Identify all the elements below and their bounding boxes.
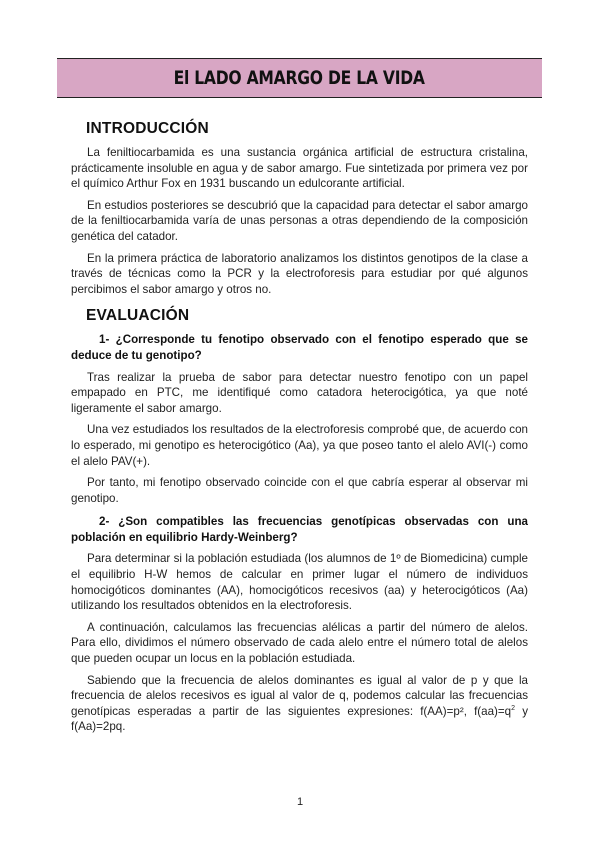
document-title: El LADO AMARGO DE LA VIDA xyxy=(173,67,426,89)
answer-1-paragraph-2: Una vez estudiados los resultados de la electroforesis comprobé que, de acuerdo con lo esperado, mi genotipo es heterocigótico (Aa), ya que poseo tanto el alelo AVI(-) como el alelo PAV(+). xyxy=(71,423,528,468)
formula-text-after: y f(Aa)=2pq. xyxy=(71,704,528,734)
intro-paragraph-3: En la primera práctica de laboratorio analizamos los distintos genotipos de la clase a través de técnicas como la PCR y la electroforesis para estudiar por qué algunos percibimos el sabor amargo y otros no. xyxy=(71,251,528,296)
intro-paragraph-2: En estudios posteriores se descubrió que la capacidad para detectar el sabor amargo de la feniltiocarbamida varía de unas personas a otras dependiendo de la composición genética del catador. xyxy=(71,198,528,243)
evaluation-heading: EVALUACIÓN xyxy=(86,307,190,325)
answer-2-paragraph-3 xyxy=(71,673,528,735)
answer-2-paragraph-1: Para determinar si la población estudiada (los alumnos de 1º de Biomedicina) cumple el equilibrio H-W hemos de calcular en primer lugar el número de individuos homocigóticos dominantes (AA), homocigóticos recesivos (aa) y heterocigóticos (Aa) utilizando los resultados obtenidos en la electroforesis. xyxy=(71,552,528,613)
question-2: 2- ¿Son compatibles las frecuencias genotípicas observadas con una población en equilibrio Hardy-Weinberg? xyxy=(71,515,528,544)
answer-1-paragraph-1: Tras realizar la prueba de sabor para detectar nuestro fenotipo con un papel empapado en PTC, me identifiqué como catadora heterocigótica, ya que noté ligeramente el sabor amargo. xyxy=(71,370,528,415)
intro-paragraph-1: La feniltiocarbamida es una sustancia orgánica artificial de estructura cristalina, prácticamente insoluble en agua y de sabor amargo. Fue sintetizada por primera vez por el químico Arthur Fox en 1931 buscando un edulcorante artificial. xyxy=(71,146,528,191)
document-body xyxy=(71,114,528,741)
question-1: 1- ¿Corresponde tu fenotipo observado con el fenotipo esperado que se deduce de tu genotipo? xyxy=(71,333,528,362)
title-banner xyxy=(57,58,542,98)
answer-1-paragraph-3: Por tanto, mi fenotipo observado coincide con el que cabría esperar al observar mi genotipo. xyxy=(71,476,528,505)
formula-superscript: 2 xyxy=(511,704,516,712)
introduction-heading: INTRODUCCIÓN xyxy=(86,120,209,137)
formula-text-before: Sabiendo que la frecuencia de alelos dominantes es igual al valor de p y que la frecuencia de alelos recesivos es igual al valor de q, podemos calcular las frecuencias genotípicas esperadas a partir de las siguientes expresiones: f(AA)=p², f(aa)=q xyxy=(71,673,528,718)
answer-2-paragraph-2: A continuación, calculamos las frecuencias alélicas a partir del número de alelos. Para ello, dividimos el número observado de cada alelo entre el número total de alelos que pueden ocupar un locus en la población estudiada. xyxy=(71,620,528,666)
page-number: 1 xyxy=(296,796,304,808)
